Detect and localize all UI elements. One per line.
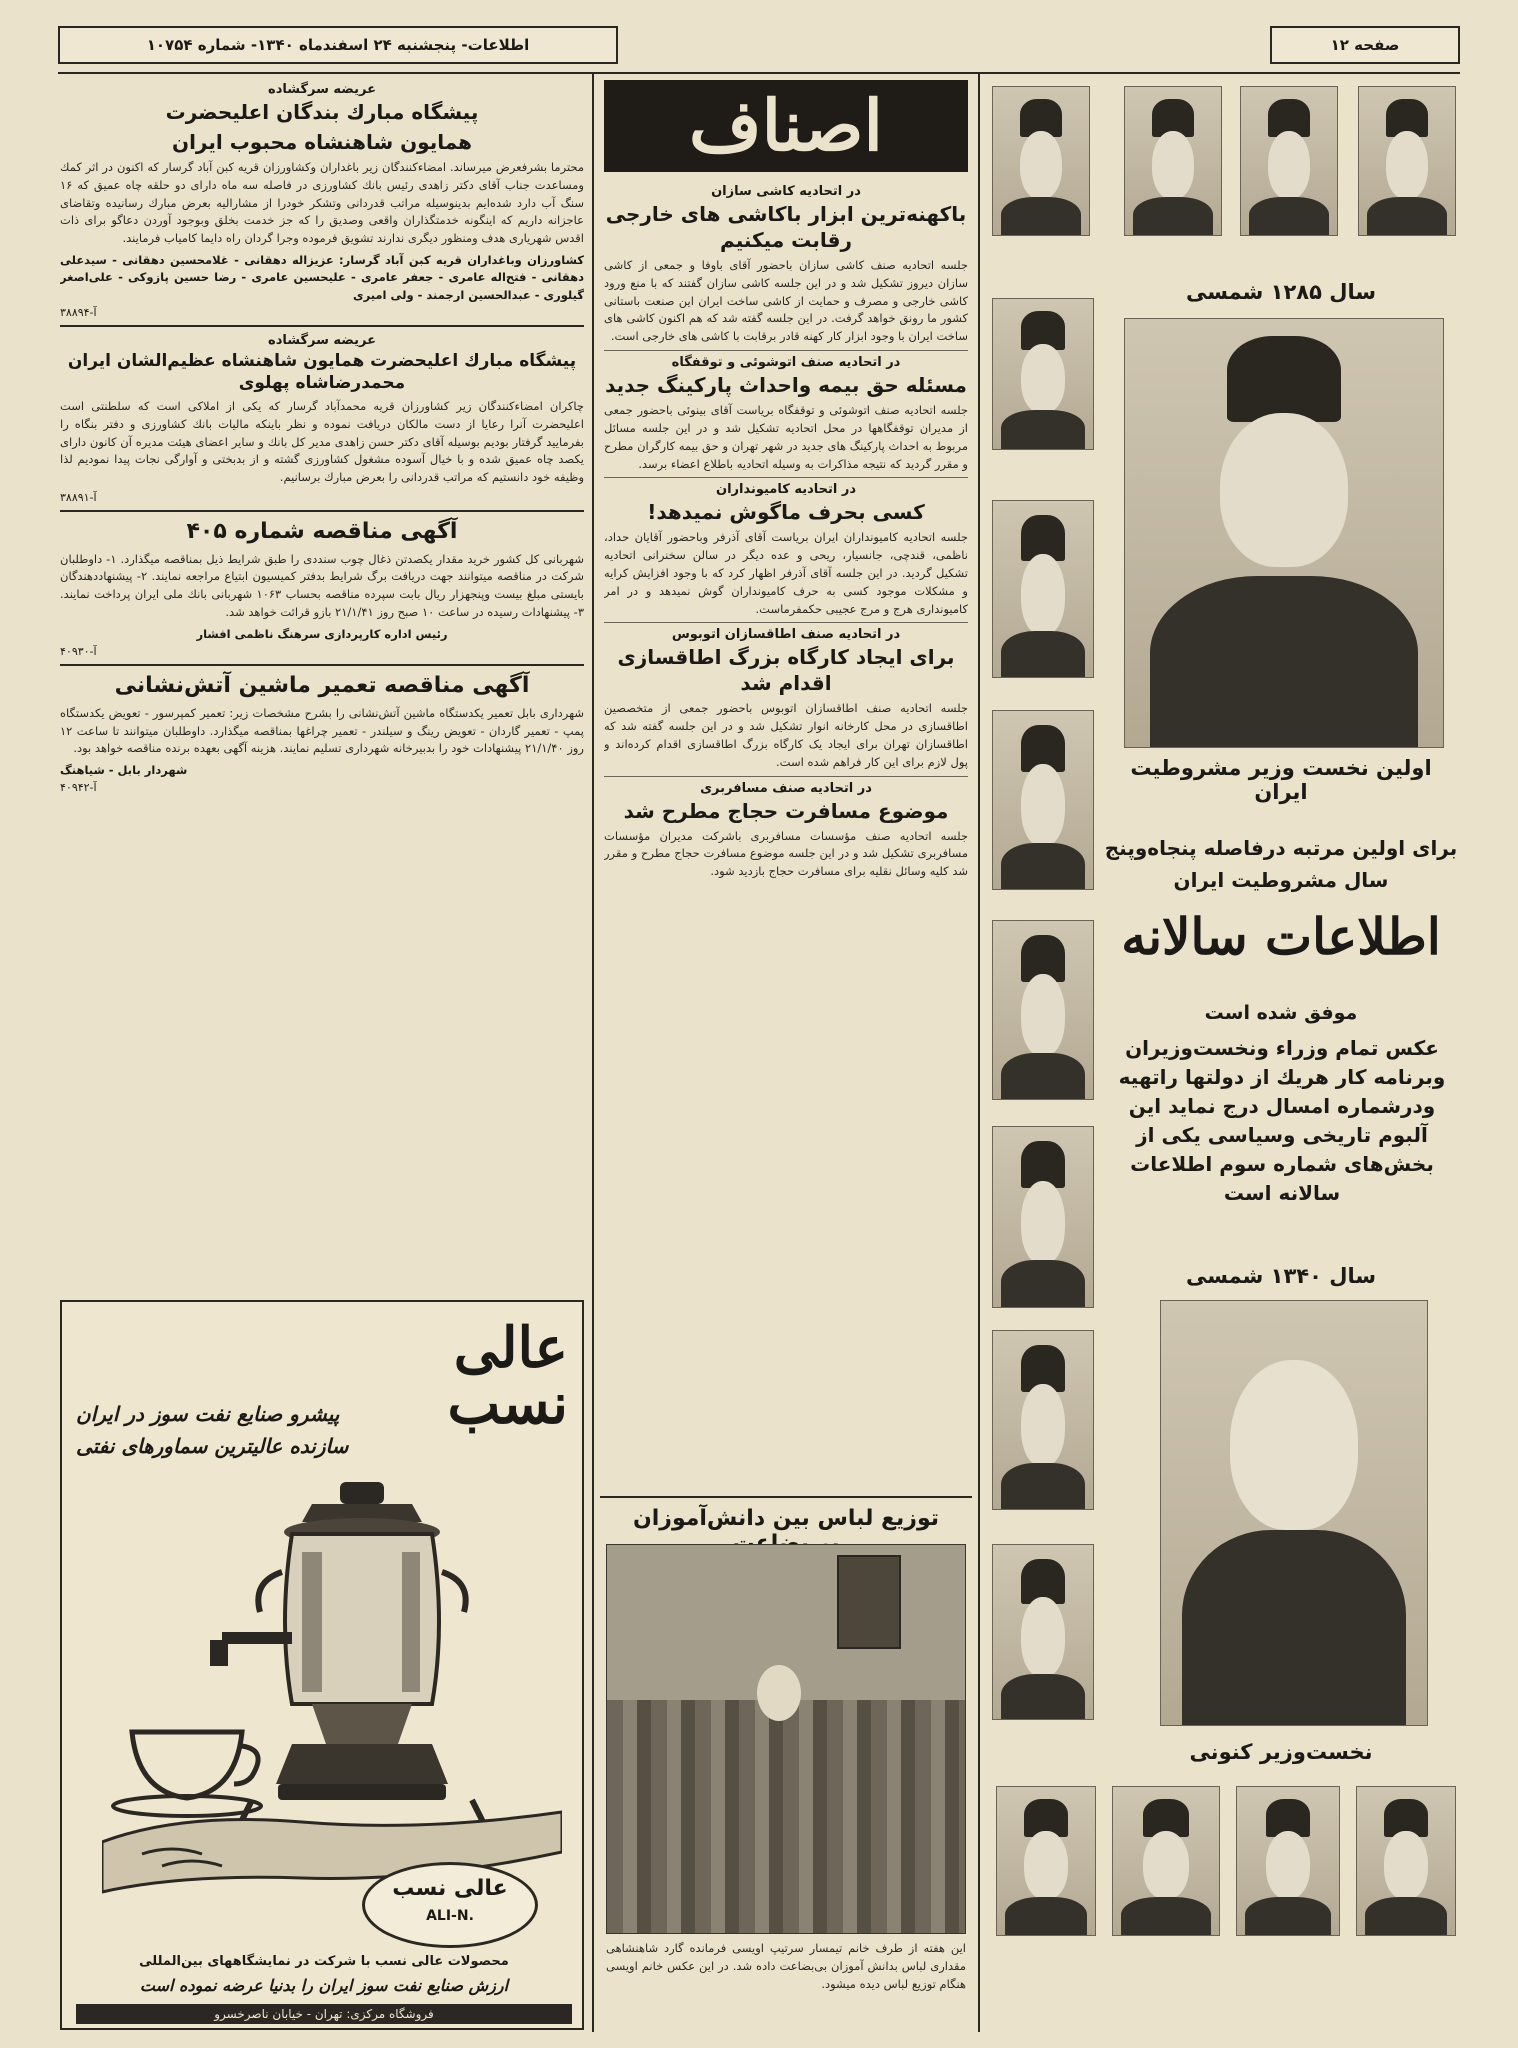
portrait xyxy=(992,500,1094,678)
divider xyxy=(60,510,584,512)
page-number: صفحه ۱۲ xyxy=(1270,26,1460,64)
tender405-ref: آ-۴۰۹۳۰ xyxy=(60,645,97,659)
column-rule-left xyxy=(592,72,594,2032)
portrait xyxy=(992,710,1094,890)
tender405-sign: رئیس اداره کارپردازی سرهنگ ناظمی افشار xyxy=(196,626,448,641)
promo-line3: موفق شده است xyxy=(1204,1002,1358,1024)
divider xyxy=(604,350,968,351)
first-pm-caption: اولین نخست وزیر مشروطیت ایران xyxy=(1130,756,1432,804)
divider xyxy=(604,477,968,478)
photo-portrait-frame xyxy=(837,1555,901,1649)
clothing-headline: توزیع لباس بین دانش‌آموزان xyxy=(632,1506,939,1531)
asnaf-masthead xyxy=(604,80,968,172)
divider xyxy=(60,664,584,666)
column-rule-right xyxy=(978,72,980,2032)
portrait xyxy=(1358,86,1456,236)
petition2-ref: آ-۳۸۸۹۱ xyxy=(60,491,97,505)
tender-fire-sign: شهردار بابل - شیاهنگ xyxy=(60,763,188,778)
portrait xyxy=(1356,1786,1456,1936)
tender405-title: آگهی مناقصه شماره ۴۰۵ xyxy=(186,519,458,545)
petition1-body: محترما بشرفعرض میرساند. امضاءکنندگان زیر باغداران وکشاورزان قریه کبن آباد گرسار که اکنون در اثر کمك ومساعدت جناب آقای دکتر زاهدی رئیس بانك کشاورزی در فاصله سه ماه دارای دو حلقه چاه عمیق که ۱۶ سنگ آب دارد شده‌ایم بدینوسیله مراتب قدردانی وتشکر خودرا از مشارالیه بعرض مبارك رسانیده وتقاضای عاجزانه داریم که اینگونه خدمتگذاران واقعی وصدیق را که جز خدمت بخلق وبوجود آوردن دعاگو برای ذات اقدس شهریاری هدف ومنظور دیگری ندارند تشویق فرموده وجرا گردان راه دایما کامیاب فرمایند. xyxy=(60,160,584,246)
ad-logo-fa: عالی نسب xyxy=(392,1876,508,1901)
year-new-caption: سال ۱۳۴۰ شمسی xyxy=(1185,1264,1376,1288)
petition1-title-line2: همایون شاهنشاه محبوب ایران xyxy=(172,130,472,154)
ad-footer: فروشگاه مرکزی: تهران - خیابان ناصرخسرو xyxy=(76,2004,572,2024)
samovar-illustration xyxy=(102,1462,562,1912)
promo-line2: سال مشروطیت ایران xyxy=(1173,868,1389,892)
petition2-kicker: عریضه سرگشاده xyxy=(268,332,376,348)
clothing-rule xyxy=(600,1496,972,1498)
ad-bottom1: محصولات عالی نسب با شرکت در نمایشگاههای بین‌المللی xyxy=(139,1954,509,1969)
promo-body: عکس تمام وزراء ونخست‌وزیران وبرنامه کار هریك از دولتها راتهیه ودرشماره امسال درج نماید این آلبوم تاریخی وسیاسی یکی از بخش‌های شماره سوم اطلاعات سالانه است xyxy=(1118,1036,1446,1205)
portrait xyxy=(992,1544,1094,1720)
top-rule xyxy=(58,72,1460,74)
s5-kicker: در اتحادیه صنف مسافربری xyxy=(700,780,872,796)
page-header-date: اطلاعات- پنجشنبه ۲۴ اسفندماه ۱۳۴۰- شماره ۱۰۷۵۴ xyxy=(58,26,618,64)
ad-bottom2: ارزش صنایع نفت سوز ایران را بدنیا عرضه نموده است xyxy=(139,1976,509,1995)
s4-kicker: در اتحادیه صنف اطاقسازان اتوبوس xyxy=(671,627,901,643)
petition1-signatures: کشاورزان وباغداران قریه کبن آباد گرسار: عزیزاله دهقانی - غلامحسین دهقانی - سیدعلی دهقانی - فتح‌اله عامری - جعفر عامری - علیحسین عامری - رضا حسین پازوکی - علی‌اصغر گیلوری - عبدالحسین ارجمند - ولی امیری xyxy=(60,253,584,302)
s1-kicker: در اتحادیه کاشی سازان xyxy=(711,184,861,199)
s2-body: جلسه اتحادیه صنف اتوشوئی و توقفگاه بریاست آقای بینوئی باحضور جمعی از مدیران توقفگاهها در محل اتحادیه تشکیل شد و در این جلسه مسائل مربوط به احداث پارکینگ های جدید در شهر تهران و حق بیمه کارگران مطرح و مقرر گردید که نتیجه مذاکرات به وسیله اتحادیه باطلاع اعضاء برسد. xyxy=(604,403,968,471)
s3-headline: کسی بحرف ماگوش نمیدهد! xyxy=(647,500,925,525)
divider xyxy=(604,776,968,777)
promo-line1: برای اولین مرتبه درفاصله پنجاه‌وپنج xyxy=(1104,836,1458,860)
middle-column xyxy=(604,180,968,1462)
s3-kicker: در اتحادیه کامیونداران xyxy=(715,482,857,498)
clothing-caption: این هفته از طرف خانم تیمسار سرتیپ اویسی فرمانده گارد شاهنشاهی مقداری لباس بدانش آموزان بی‌بضاعت داده شد. در این عکس خانم اویسی هنگام توزیع لباس دیده میشود. xyxy=(606,1941,966,1991)
current-prime-minister-portrait xyxy=(1160,1300,1428,1726)
s4-headline: برای ایجاد کارگاه بزرگ اطاقسازی اقدام شد xyxy=(617,645,955,696)
s5-headline: موضوع مسافرت حجاج مطرح شد xyxy=(623,798,949,823)
teacup-icon xyxy=(113,1732,261,1816)
petition1-title-line1: پیشگاه مبارك بندگان اعلیحضرت xyxy=(165,100,479,124)
promo-title: اطلاعات سالانه xyxy=(1121,907,1441,966)
tender-fire-title: آگهی مناقصه تعمیر ماشین آتش‌نشانی xyxy=(114,673,530,699)
photo-figure xyxy=(757,1665,801,1721)
s2-headline: مسئله حق بیمه واحداث پارکینگ جدید xyxy=(605,373,967,398)
asnaf-masthead-title: اصناف xyxy=(689,84,883,167)
s1-headline: باکهنه‌ترین ابزار باکاشی های خارجی رقابت میکنیم xyxy=(605,202,967,252)
portrait xyxy=(992,298,1094,450)
ad-line1: پیشرو صنایع نفت سوز در ایران xyxy=(76,1402,340,1426)
tender-fire-body: شهرداری بابل تعمیر یکدستگاه ماشین آتش‌نشانی را بشرح مشخصات زیر: تعمیر کمپرسور - تعویض یکدستگاه پمپ - تعمیر گاردان - تعویض رینگ و سیلندر - تعمیر چراغها بمناقصه میگذارد. داوطلبان میتوانند تا ساعت ۱۲ روز ۲۱/۱/۴۰ پیشنهادات خود را بدبیرخانه شهرداری تسلیم نمایند. هزینه آگهی بعهده برنده مناقصه خواهد بود. xyxy=(60,705,584,756)
portrait xyxy=(1236,1786,1340,1936)
s2-kicker: در اتحادیه صنف اتوشوئی و توقفگاه xyxy=(671,355,901,371)
ad-brand: عالی نسب xyxy=(447,1315,568,1437)
current-pm-caption: نخست‌وزیر کنونی xyxy=(1189,1740,1373,1764)
portrait xyxy=(992,1330,1094,1510)
portrait xyxy=(992,1126,1094,1308)
ad-line2: سازنده عالیترین سماورهای نفتی xyxy=(76,1434,349,1458)
portrait xyxy=(992,920,1094,1100)
s5-body: جلسه اتحادیه صنف مؤسسات مسافربری باشرکت مدیران مؤسسات مسافربری تشکیل شد و در این جلسه موضوع مسافرت حجاج مطرح و مقرر شد کلیه وسائل نقلیه برای مسافرت حجاج بازدید شود. xyxy=(604,828,968,879)
petition1-kicker: عریضه سرگشاده xyxy=(268,82,376,97)
year-old-caption: سال ۱۲۸۵ شمسی xyxy=(1185,280,1376,304)
portrait xyxy=(1240,86,1338,236)
s4-body: جلسه اتحادیه صنف اطاقسازان اتوبوس باحضور جمعی از متخصصین اطاقسازی در محل کارخانه انوار تشکیل شد و در این جلسه گفته شد که اطاقسازان تهران برای ایجاد یک کارگاه بزرگ اطاقسازی اقدام کرده‌اند و پول لازم برای این کار فراهم شده است. xyxy=(604,701,968,769)
petition2-title: پیشگاه مبارك اعلیحضرت همایون شاهنشاه عظیم‌الشان ایران محمدرضاشاه پهلوی xyxy=(67,350,577,393)
left-column xyxy=(60,78,584,1290)
petition2-body: چاکران امضاءکنندگان زیر کشاورزان قریه محمدآباد گرسار که یکی از املاکی است که سلطنتی است اعلیحضرت آنرا رعایا از دست مالکان دریافت نموده و نظر باینکه مالیات بانك کشاورزی و دفتر بنگاه را بفرمایید گرفتار بودیم بوسیله آقای دکتر حسن زاهدی مدیر کل بانك و سایر اعضای هیئت مدیره آن کانون دارای یکصد چاه عمیق شده و با خیال آسوده مشغول کشاورزی گشته و از بدبختی و آوارگی نجات پیدا نمودیم لذا وظیفه خود دانستیم که مراتب قدردانی را بعرض مبارك برسانیم. xyxy=(60,399,584,485)
ad-logo-badge xyxy=(362,1862,538,1948)
ad-logo-en: ALI-N. xyxy=(426,1908,474,1924)
s1-body: جلسه اتحادیه صنف کاشی سازان باحضور آقای باوفا و جمعی از کاشی سازان دیروز تشکیل شد و در این جلسه کاشی سازان گفتند که با منع ورود کاشی خارجی و مصرف و حمایت از کاشی ساخت ایران این صنعت باستانی کشور ما رونق خواهد گرفت. در این جلسه گفته شد که هم اکنون کاشی های ساخت ایران با وجود ابزار کار کهنه قادر برقابت با کاشی های خارجی است. xyxy=(604,258,968,344)
tender405-body: شهربانی کل کشور خرید مقدار یکصدتن ذغال چوب سنددی را طبق شرایط ذیل بمناقصه میگذارد. ۱- داوطلبان شرکت در مناقصه میتوانند جهت دریافت برگ شرایط بدفتر کمیسیون ابتیاع مراجعه نمایند. ۲- پیشنهاددهندگان بایستی مبلغ بیست وپنجهزار ریال بابت سپرده مناقصه بحساب ۱۰۶۳ شهربانی بانك ملی ایران پرداخت نمایند. ۳- پیشنهادات رسیده در ساعت ۱۰ صبح روز ۲۱/۱/۴۱ بازو قرائت خواهد شد. xyxy=(60,551,584,620)
samovar-advertisement xyxy=(60,1300,584,2030)
students-photo xyxy=(606,1544,966,1934)
first-prime-minister-portrait xyxy=(1124,318,1444,748)
portrait xyxy=(996,1786,1096,1936)
divider xyxy=(604,622,968,623)
portrait xyxy=(992,86,1090,236)
portrait xyxy=(1124,86,1222,236)
portrait xyxy=(1112,1786,1220,1936)
samovar-icon xyxy=(210,1482,492,1840)
s3-body: جلسه اتحادیه کامیونداران ایران بریاست آقای آذرفر وباحضور آقایان حداد، ناظمی، قندچی، جانسیار، ریحی و عده دیگر در سالن سخنرانی اتحادیه تشکیل گردید. در این جلسه آقای آذرفر اظهار کرد که با وجود افزایش کرایه و مشکلات موجود کسی به حرف کامیونداران گوش نمیدهد و در امر کامیونداری هرج و مرج عجیبی حکمفرماست. xyxy=(604,530,968,616)
petition1-ref: آ-۳۸۸۹۴ xyxy=(60,305,97,319)
tender-fire-ref: آ-۴۰۹۴۲ xyxy=(60,781,97,795)
divider xyxy=(60,325,584,327)
